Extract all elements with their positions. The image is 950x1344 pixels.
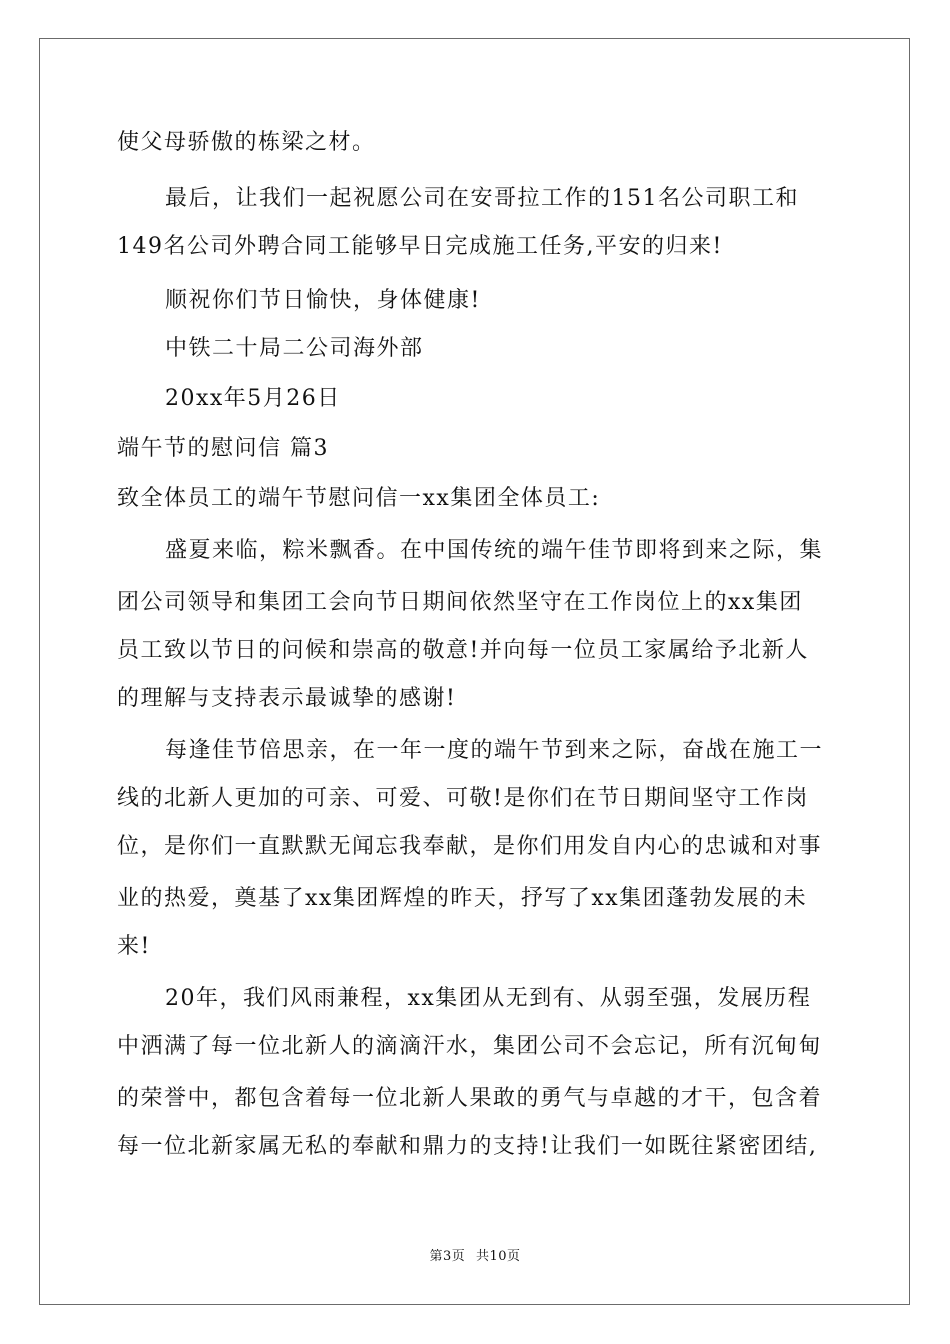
page-frame <box>39 38 910 1305</box>
text-line: 团公司领导和集团工会向节日期间依然坚守在工作岗位上的xx集团 <box>117 590 803 615</box>
text-line: 的荣誉中，都包含着每一位北新人果敢的勇气与卓越的才干，包含着 <box>117 1086 823 1111</box>
text-line: 顺祝你们节日愉快，身体健康! <box>165 288 481 313</box>
text-line: 使父母骄傲的栋梁之材。 <box>117 130 376 155</box>
text-line: 最后，让我们一起祝愿公司在安哥拉工作的151名公司职工和 <box>165 186 799 211</box>
page-total: 共10页 <box>475 1249 521 1264</box>
text-line: 位，是你们一直默默无闻忘我奉献，是你们用发自内心的忠诚和对事 <box>117 834 823 859</box>
text-line: 每一位北新家属无私的奉献和鼎力的支持!让我们一如既往紧密团结, <box>117 1134 818 1159</box>
signature-organization: 中铁二十局二公司海外部 <box>165 336 424 361</box>
page-number: 第3页 <box>429 1249 466 1264</box>
text-line: 的理解与支持表示最诚挚的感谢! <box>117 686 457 711</box>
text-line: 每逢佳节倍思亲，在一年一度的端午节到来之际，奋战在施工一 <box>165 738 824 763</box>
page-footer <box>0 1245 950 1264</box>
text-line: 员工致以节日的问候和崇高的敬意!并向每一位员工家属给予北新人 <box>117 638 809 663</box>
text-line: 20年，我们风雨兼程，xx集团从无到有、从弱至强，发展历程 <box>165 986 812 1011</box>
text-line: 来! <box>117 934 151 959</box>
text-line: 中洒满了每一位北新人的滴滴汗水，集团公司不会忘记，所有沉甸甸 <box>117 1034 823 1059</box>
section-heading: 端午节的慰问信 篇3 <box>117 436 329 461</box>
text-line: 线的北新人更加的可亲、可爱、可敬!是你们在节日期间坚守工作岗 <box>117 786 809 811</box>
text-line: 盛夏来临，粽米飘香。在中国传统的端午佳节即将到来之际，集 <box>165 538 824 563</box>
text-line: 149名公司外聘合同工能够早日完成施工任务,平安的归来! <box>117 234 723 259</box>
text-line: 业的热爱，奠基了xx集团辉煌的昨天，抒写了xx集团蓬勃发展的未 <box>117 886 808 911</box>
signature-date: 20xx年5月26日 <box>165 386 341 411</box>
letter-salutation: 致全体员工的端午节慰问信一xx集团全体员工: <box>117 486 601 511</box>
